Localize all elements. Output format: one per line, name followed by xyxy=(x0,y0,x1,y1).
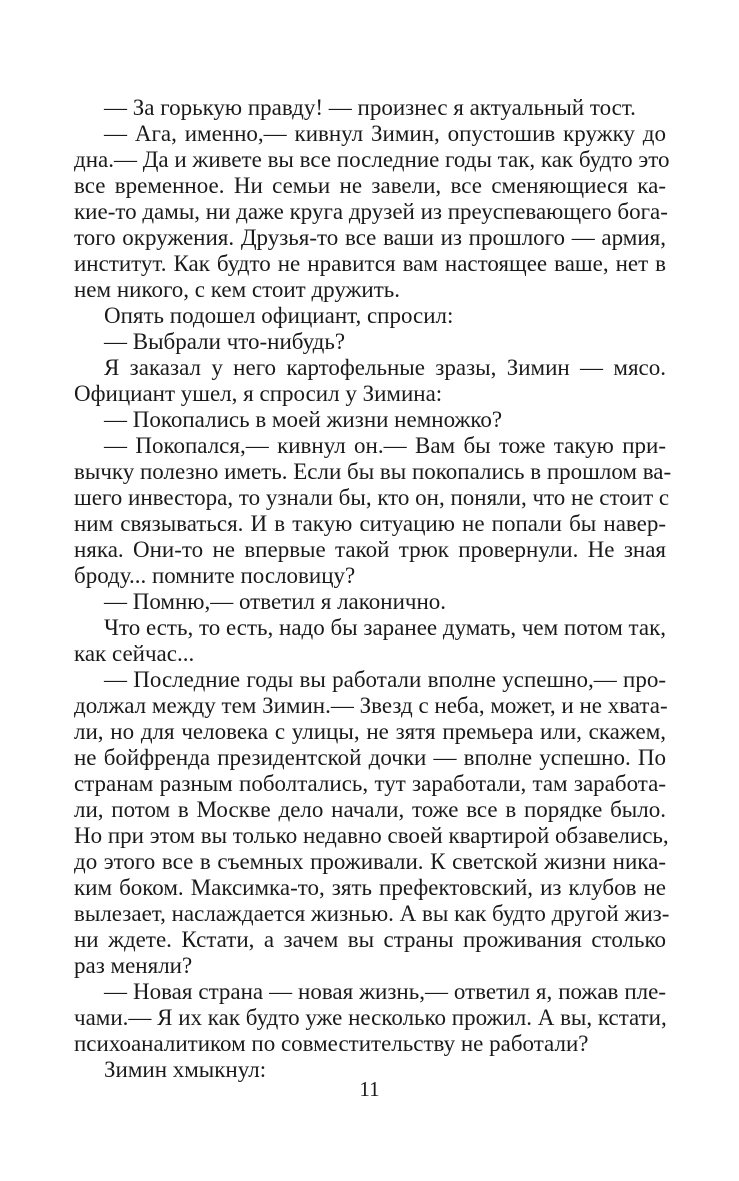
page-number: 11 xyxy=(359,1077,380,1101)
text-line: — За горькую правду! — произнес я актуальный тост. xyxy=(104,95,636,120)
text-line: все временное. Ни семьи не завели, все сменяющиеся ка- xyxy=(74,173,666,198)
text-line: нем никого, с кем стоит дружить. xyxy=(74,277,401,302)
text-line: Я заказал у него картофельные зразы, Зимин — мясо. xyxy=(104,355,666,380)
text-line: до этого все в съемных проживали. К светской жизни ника- xyxy=(74,849,666,874)
text-line: раз меняли? xyxy=(74,953,193,978)
text-line: — Помню,— ответил я лаконично. xyxy=(104,589,447,614)
text-line: ним связываться. И в такую ситуацию не попали бы навер- xyxy=(74,511,666,536)
text-line: Опять подошел официант, спросил: xyxy=(104,303,454,328)
text-line: кие-то дамы, ни даже круга друзей из преуспевающего бога- xyxy=(74,199,668,224)
text-line: не бойфренда президентской дочки — вполне успешно. По xyxy=(74,745,666,770)
text-line: — Ага, именно,— кивнул Зимин, опустошив кружку до xyxy=(104,121,666,146)
text-line: странам разным поболтались, тут заработали, там заработа- xyxy=(74,771,666,796)
text-line: Но при этом вы только недавно своей квартирой обзавелись, xyxy=(74,823,669,848)
text-line: ли, но для человека с улицы, не зятя премьера или, скажем, xyxy=(74,719,666,744)
text-line: — Покопались в моей жизни немножко? xyxy=(104,407,503,432)
text-line: — Покопался,— кивнул он.— Вам бы тоже такую при- xyxy=(104,433,666,458)
text-line: ни ждете. Кстати, а зачем вы страны проживания столько xyxy=(74,927,666,952)
text-line: — Выбрали что-нибудь? xyxy=(104,329,346,354)
text-line: Что есть, то есть, надо бы заранее думать, чем потом так, xyxy=(104,615,666,640)
text-line: шего инвестора, то узнали бы, кто он, поняли, что не стоит с xyxy=(74,485,670,510)
text-line: Зимин хмыкнул: xyxy=(104,1057,267,1082)
text-line: институт. Как будто не нравится вам настоящее ваше, нет в xyxy=(74,251,666,276)
text-line: должал между тем Зимин.— Звезд с неба, может, и не хвата- xyxy=(74,693,668,718)
text-line: ли, потом в Москве дело начали, тоже все в порядке было. xyxy=(74,797,666,822)
text-line: психоаналитиком по совместительству не работали? xyxy=(74,1031,589,1056)
text-line: того окружения. Друзья-то все ваши из прошлого — армия, xyxy=(74,225,666,250)
text-line: дна.— Да и живете вы все последние годы так, как будто это xyxy=(74,147,670,172)
text-line: вылезает, наслаждается жизнью. А вы как будто другой жиз- xyxy=(74,901,670,926)
text-line: — Новая страна — новая жизнь,— ответил я, пожав пле- xyxy=(104,979,666,1004)
text-line: няка. Они-то не впервые такой трюк провернули. Не зная xyxy=(74,537,666,562)
text-line: ким боком. Максимка-то, зять префектовский, из клубов не xyxy=(74,875,666,900)
text-line: броду... помните пословицу? xyxy=(74,563,356,588)
text-line: чами.— Я их как будто уже несколько прожил. А вы, кстати, xyxy=(74,1005,667,1030)
text-line: как сейчас... xyxy=(74,641,195,666)
text-line: — Последние годы вы работали вполне успешно,— про- xyxy=(104,667,666,692)
text-line: вычку полезно иметь. Если бы вы покопались в прошлом ва- xyxy=(74,459,672,484)
text-line: Официант ушел, я спросил у Зимина: xyxy=(74,381,443,406)
